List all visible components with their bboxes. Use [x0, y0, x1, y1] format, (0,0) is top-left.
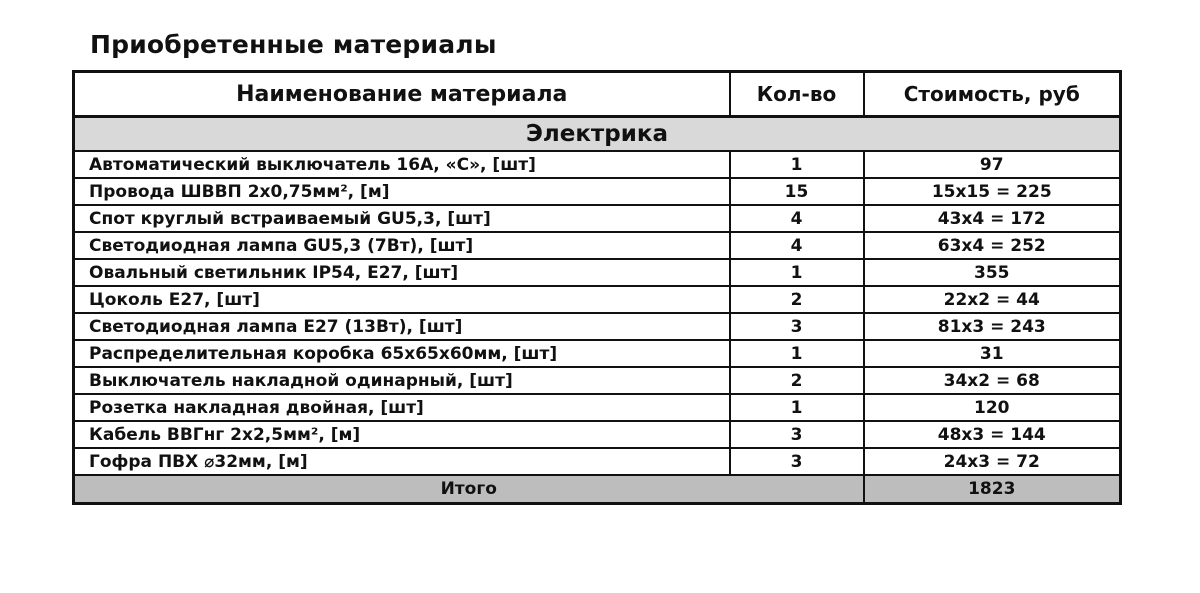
material-name: Светодиодная лампа E27 (13Вт), [шт] — [74, 313, 730, 340]
header-cost: Стоимость, руб — [864, 72, 1121, 117]
page-title: Приобретенные материалы — [90, 30, 497, 59]
material-quantity: 3 — [730, 313, 864, 340]
material-name: Провода ШВВП 2х0,75мм², [м] — [74, 178, 730, 205]
material-name: Кабель ВВГнг 2х2,5мм², [м] — [74, 421, 730, 448]
material-quantity: 3 — [730, 448, 864, 475]
material-name: Светодиодная лампа GU5,3 (7Вт), [шт] — [74, 232, 730, 259]
table-row — [74, 232, 1121, 259]
material-quantity: 1 — [730, 394, 864, 421]
total-row — [74, 475, 1121, 504]
material-name: Распределительная коробка 65х65х60мм, [шт] — [74, 340, 730, 367]
material-cost: 15x15 = 225 — [864, 178, 1121, 205]
material-cost: 120 — [864, 394, 1121, 421]
material-cost: 48x3 = 144 — [864, 421, 1121, 448]
material-quantity: 1 — [730, 151, 864, 178]
table-row — [74, 367, 1121, 394]
material-cost: 97 — [864, 151, 1121, 178]
material-quantity: 4 — [730, 205, 864, 232]
total-label: Итого — [74, 475, 864, 504]
header-quantity: Кол-во — [730, 72, 864, 117]
material-cost: 22x2 = 44 — [864, 286, 1121, 313]
table-row — [74, 205, 1121, 232]
material-quantity: 2 — [730, 286, 864, 313]
table-row — [74, 313, 1121, 340]
materials-table — [72, 70, 1122, 505]
material-cost: 355 — [864, 259, 1121, 286]
material-name: Выключатель накладной одинарный, [шт] — [74, 367, 730, 394]
material-name: Гофра ПВХ ⌀32мм, [м] — [74, 448, 730, 475]
table-row — [74, 259, 1121, 286]
material-cost: 63x4 = 252 — [864, 232, 1121, 259]
material-cost: 43x4 = 172 — [864, 205, 1121, 232]
table-row — [74, 394, 1121, 421]
header-material-name: Наименование материала — [74, 72, 730, 117]
material-quantity: 1 — [730, 259, 864, 286]
table-row — [74, 286, 1121, 313]
section-title: Электрика — [74, 117, 1121, 152]
table-row — [74, 448, 1121, 475]
material-quantity: 4 — [730, 232, 864, 259]
table-row — [74, 421, 1121, 448]
material-quantity: 1 — [730, 340, 864, 367]
table-row — [74, 340, 1121, 367]
material-cost: 81x3 = 243 — [864, 313, 1121, 340]
total-value: 1823 — [864, 475, 1121, 504]
material-quantity: 3 — [730, 421, 864, 448]
table-row — [74, 178, 1121, 205]
material-quantity: 15 — [730, 178, 864, 205]
table-header-row — [74, 72, 1121, 117]
material-name: Автоматический выключатель 16А, «С», [шт] — [74, 151, 730, 178]
material-cost: 31 — [864, 340, 1121, 367]
material-quantity: 2 — [730, 367, 864, 394]
material-cost: 34x2 = 68 — [864, 367, 1121, 394]
table-row — [74, 151, 1121, 178]
material-cost: 24x3 = 72 — [864, 448, 1121, 475]
material-name: Розетка накладная двойная, [шт] — [74, 394, 730, 421]
material-name: Спот круглый встраиваемый GU5,3, [шт] — [74, 205, 730, 232]
section-row — [74, 117, 1121, 152]
material-name: Овальный светильник IP54, E27, [шт] — [74, 259, 730, 286]
material-name: Цоколь E27, [шт] — [74, 286, 730, 313]
